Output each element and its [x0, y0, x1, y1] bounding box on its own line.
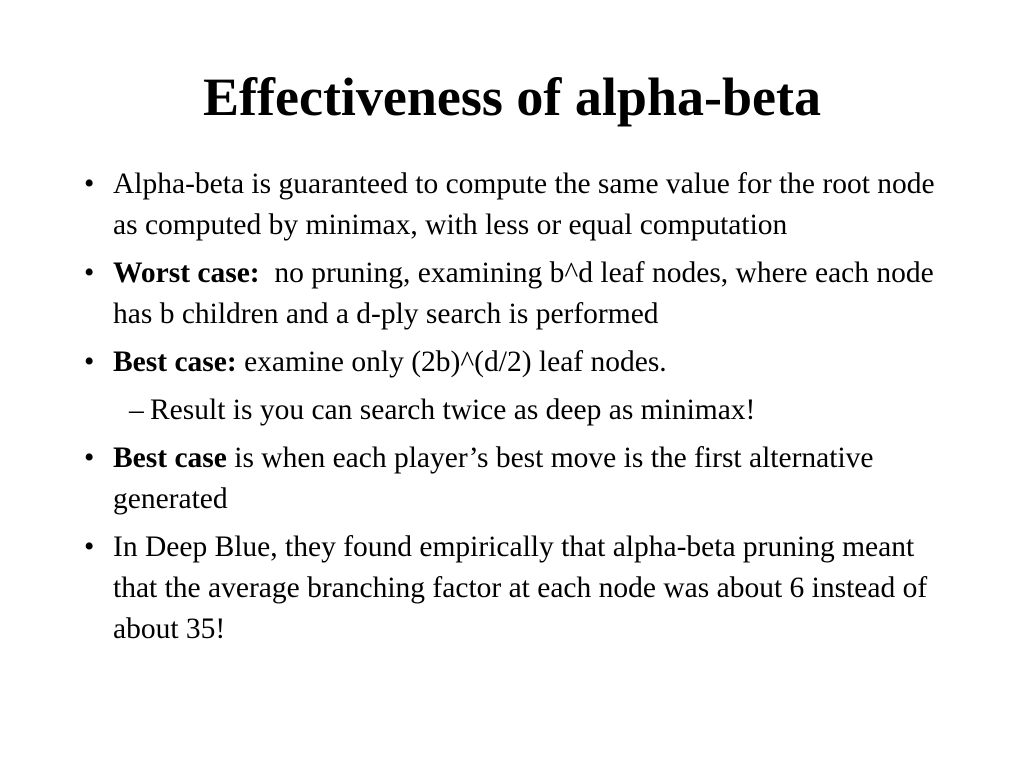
bullet-text: examine only (2b)^(d/2) leaf nodes. — [236, 346, 667, 378]
bullet-worst-case — [84, 253, 944, 335]
sub-bullet-search-deeper — [84, 390, 944, 431]
bullet-marker: • — [84, 531, 95, 563]
bullet-marker: • — [84, 168, 95, 200]
bullet-marker: • — [84, 257, 95, 289]
sub-bullet-marker: – — [129, 394, 144, 426]
bullet-bold-label: Best case — [113, 442, 227, 474]
bullet-list — [84, 164, 944, 657]
bullet-text: In Deep Blue, they found empirically that alpha-beta pruning meant that the average branching factor at each node was about 6 instead of about 35! — [113, 531, 928, 645]
bullet-deep-blue — [84, 527, 944, 650]
bullet-guaranteed — [84, 164, 944, 246]
bullet-best-case — [84, 342, 944, 383]
bullet-text: Alpha-beta is guaranteed to compute the same value for the root node as computed by minimax, with less or equal computation — [113, 168, 935, 241]
bullet-best-move-first — [84, 438, 944, 520]
bullet-text: is when each player’s best move is the first alternative generated — [113, 442, 881, 515]
bullet-text: no pruning, examining b^d leaf nodes, where each node has b children and a d-ply search is performed — [113, 257, 942, 330]
bullet-text: Result is you can search twice as deep as minimax! — [150, 394, 756, 426]
bullet-marker: • — [84, 346, 95, 378]
slide-title: Effectiveness of alpha-beta — [203, 67, 821, 127]
bullet-marker: • — [84, 442, 95, 474]
bullet-bold-label: Worst case: — [113, 257, 260, 289]
bullet-bold-label: Best case: — [113, 346, 237, 378]
